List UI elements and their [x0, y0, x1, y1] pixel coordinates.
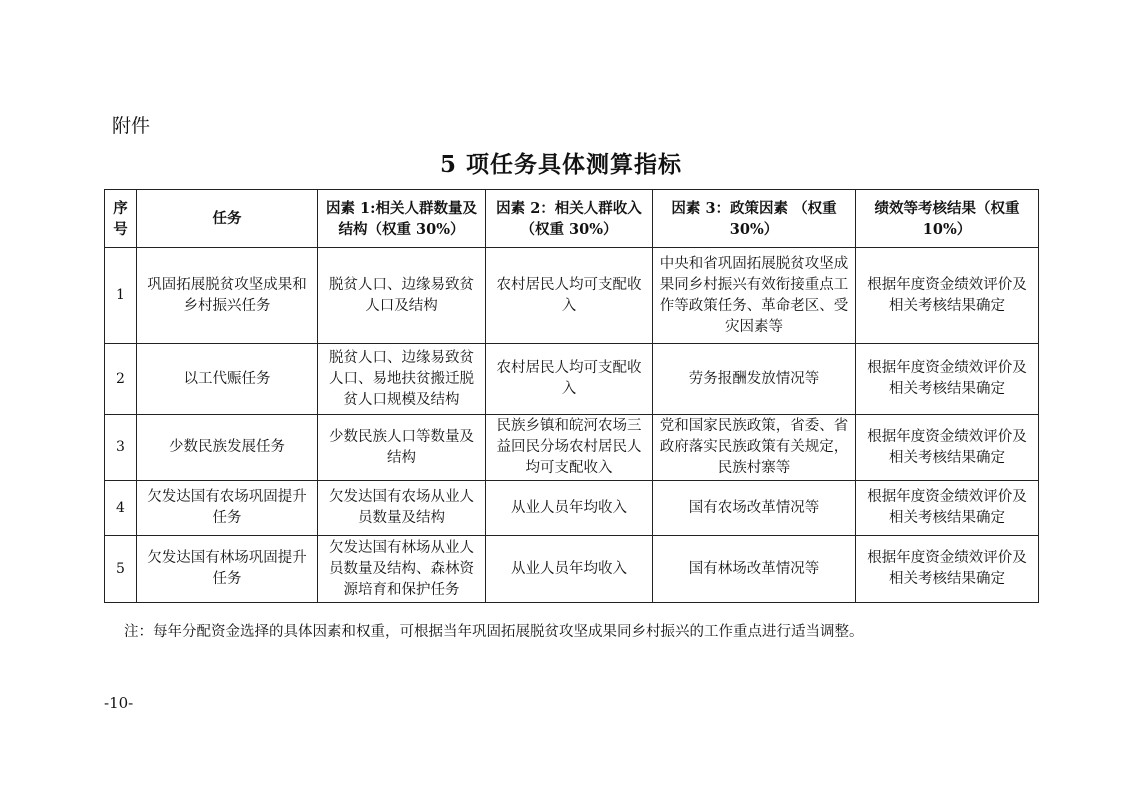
row-factor-2: 农村居民人均可支配收入 [486, 248, 653, 344]
row-factor-2: 从业人员年均收入 [486, 536, 653, 603]
header-factor-1: 因素 1:相关人群数量及结构（权重 30%） [318, 190, 486, 248]
row-factor-3: 国有林场改革情况等 [653, 536, 856, 603]
document-title: 5 项任务具体测算指标 [439, 151, 682, 178]
table-footnote: 注：每年分配资金选择的具体因素和权重，可根据当年巩固拓展脱贫攻坚成果同乡村振兴的工作重点进行适当调整。 [124, 624, 864, 640]
row-factor-3: 中央和省巩固拓展脱贫攻坚成果同乡村振兴有效衔接重点工作等政策任务、革命老区、受灾因素等 [653, 248, 856, 344]
header-factor-3: 因素 3：政策因素 （权重 30%） [653, 190, 856, 248]
attachment-label: 附件 [112, 115, 151, 137]
row-result: 根据年度资金绩效评价及相关考核结果确定 [856, 415, 1039, 481]
row-factor-2: 农村居民人均可支配收入 [486, 344, 653, 415]
row-factor-1: 欠发达国有农场从业人员数量及结构 [318, 481, 486, 536]
row-number: 4 [105, 481, 137, 536]
table-header-row [105, 190, 1039, 248]
table-row [105, 344, 1039, 415]
row-task: 欠发达国有林场巩固提升任务 [137, 536, 318, 603]
row-result: 根据年度资金绩效评价及相关考核结果确定 [856, 344, 1039, 415]
row-task: 欠发达国有农场巩固提升任务 [137, 481, 318, 536]
row-factor-1: 少数民族人口等数量及结构 [318, 415, 486, 481]
header-factor-2: 因素 2：相关人群收入（权重 30%） [486, 190, 653, 248]
row-task: 以工代赈任务 [137, 344, 318, 415]
row-factor-1: 脱贫人口、边缘易致贫人口、易地扶贫搬迁脱贫人口规模及结构 [318, 344, 486, 415]
table-row [105, 248, 1039, 344]
row-task: 少数民族发展任务 [137, 415, 318, 481]
row-factor-1: 脱贫人口、边缘易致贫人口及结构 [318, 248, 486, 344]
table-row [105, 536, 1039, 603]
table-row [105, 415, 1039, 481]
row-factor-3: 党和国家民族政策，省委、省政府落实民族政策有关规定，民族村寨等 [653, 415, 856, 481]
row-number: 5 [105, 536, 137, 603]
row-factor-3: 劳务报酬发放情况等 [653, 344, 856, 415]
header-result: 绩效等考核结果（权重 10%） [856, 190, 1039, 248]
row-factor-2: 民族乡镇和皖河农场三益回民分场农村居民人均可支配收入 [486, 415, 653, 481]
header-task: 任务 [137, 190, 318, 248]
row-task: 巩固拓展脱贫攻坚成果和乡村振兴任务 [137, 248, 318, 344]
row-factor-1: 欠发达国有林场从业人员数量及结构、森林资源培育和保护任务 [318, 536, 486, 603]
page-number: -10- [104, 694, 134, 712]
row-number: 3 [105, 415, 137, 481]
row-number: 2 [105, 344, 137, 415]
task-metrics-table [104, 189, 1039, 603]
row-factor-3: 国有农场改革情况等 [653, 481, 856, 536]
table-row [105, 481, 1039, 536]
row-result: 根据年度资金绩效评价及相关考核结果确定 [856, 481, 1039, 536]
row-number: 1 [105, 248, 137, 344]
row-result: 根据年度资金绩效评价及相关考核结果确定 [856, 248, 1039, 344]
header-number: 序号 [105, 190, 137, 248]
row-result: 根据年度资金绩效评价及相关考核结果确定 [856, 536, 1039, 603]
row-factor-2: 从业人员年均收入 [486, 481, 653, 536]
